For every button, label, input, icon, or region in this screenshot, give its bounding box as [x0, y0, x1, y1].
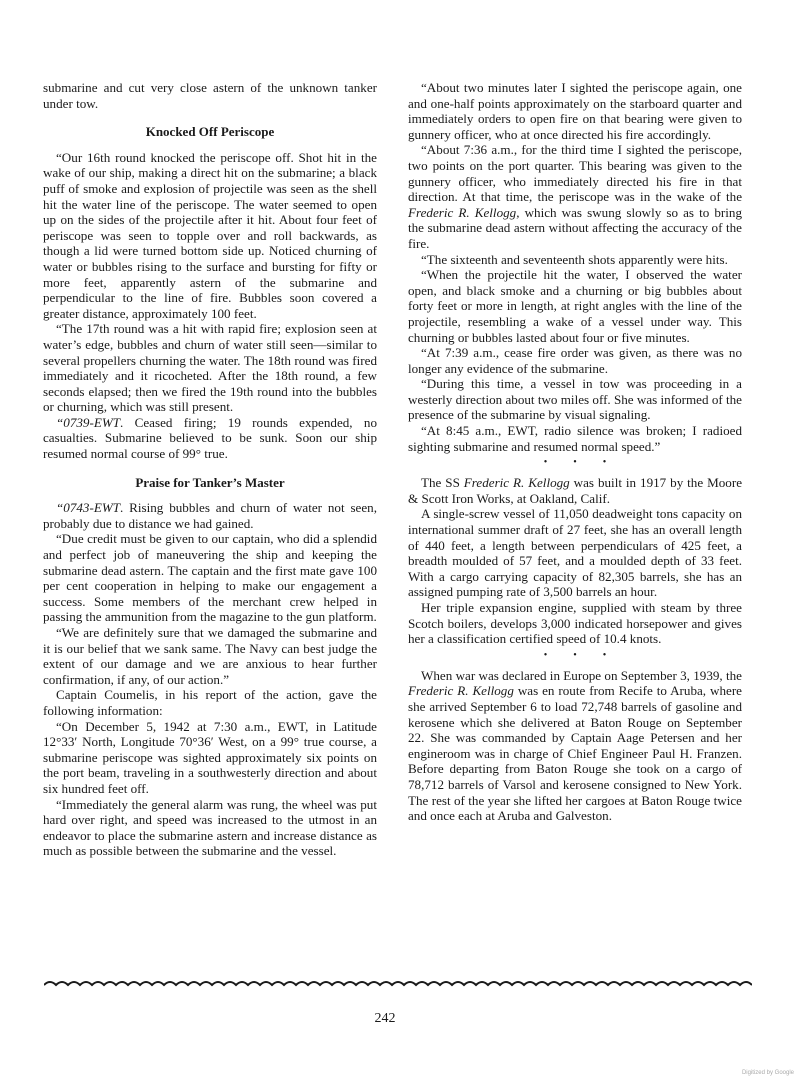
ship-name: Frederic R. Kellogg — [408, 683, 514, 699]
paragraph: Her triple expansion engine, supplied with steam by three Scotch boilers, develops 3,000 indicated horsepower and gives her a classification certified speed of 10.4 knots. — [408, 600, 742, 647]
paragraph: “During this time, a vessel in tow was proceeding in a westerly direction about two miles off. She was informed of the presence of the submarine by visual signaling. — [408, 376, 742, 423]
section-separator: ••• — [543, 649, 633, 661]
paragraph-text: When war was declared in Europe on September 3, 1939, the — [421, 667, 742, 683]
paragraph-text: was en route from Recife to Aruba, where she arrived September 6 to load 72,748 barrels of gasoline and kerosene which she delivered at Baton Rouge on September 22. She was commanded by Captain Aage Petersen and her engineroom was in charge of Chief Engineer Paul H. Franzen. Before departing from Baton Rouge she took on a cargo of 78,712 barrels of Varsol and kerosene consigned to New York. The rest of the year she lifted her cargoes at Baton Rouge twice and once each at Aruba and Galveston. — [408, 683, 742, 824]
section-heading-praise-for-tankers-master: Praise for Tanker’s Master — [135, 474, 285, 490]
wavy-rule-divider — [44, 978, 752, 992]
paragraph: “Immediately the general alarm was rung, the wheel was put hard over right, and speed was increased to the utmost in an endeavor to place the submarine astern and increase distance as much as possible between the submarine and the vessel. — [43, 796, 377, 859]
section-separator: ••• — [543, 457, 633, 469]
paragraph-text: The SS — [421, 475, 464, 491]
digitized-watermark: Digitized by Google — [741, 1070, 794, 1076]
log-time: “0743-EWT — [56, 500, 121, 516]
paragraph: “On December 5, 1942 at 7:30 a.m., EWT, in Latitude 12°33′ North, Longitude 70°36′ West, on a 99° true course, a submarine periscope was sighted approximately six points on the port beam, traveling in a southwesterly direction and about six hundred feet off. — [43, 718, 377, 796]
paragraph: “At 8:45 a.m., EWT, radio silence was broken; I radioed sighting submarine and resumed normal speed.” — [408, 423, 742, 454]
paragraph: A single-screw vessel of 11,050 deadweight tons capacity on international summer draft of 27 feet, she has an overall length of 440 feet, a length between perpendiculars of 425 feet, a breadth moulded of 57 feet, and a moulded depth of 33 feet. With a cargo carrying capacity of 82,305 barrels, she has an assigned pumping rate of 3,500 barrels an hour. — [408, 506, 742, 600]
paragraph: “Our 16th round knocked the periscope off. Shot hit in the wake of our ship, making a direct hit on the submarine; a black puff of smoke and explosion of projectile was seen as the shell hit the water line of the periscope. The water seemed to open up on the sides of the projectile after it hit. About four feet of periscope was seen to topple over and roll backwards, as though a lid were turned bottom side up. Noticed churning of water or bubbles rising to the surface and bursting for fifty or more feet, apparently astern of the submarine and perpendicular to the line of fire. Bubbles soon covered a greater distance, approximately 100 feet. — [43, 149, 377, 321]
paragraph-text: which was swung slowly so as to bring the submarine dead astern without affecting the accuracy of the fire. — [408, 204, 742, 251]
paragraph-text: “About 7:36 a.m., for the third time I sighted the periscope, two points on the port quarter. This bearing was given to the gunnery officer, who immediately directed his fire in that direction. At that time, the periscope was in the wake of the — [408, 142, 742, 205]
paragraph: “We are definitely sure that we damaged the submarine and it is our belief that we sank same. The Navy can best judge the extent of our damage and we are anxious to hear further confirmation, if any, of our action.” — [43, 625, 377, 687]
ship-name: Frederic R. Kellogg, — [408, 204, 520, 220]
paragraph — [408, 475, 742, 506]
paragraph-text: . Rising bubbles and churn of water not seen, probably due to distance we had gained. — [43, 500, 377, 531]
paragraph: “Due credit must be given to our captain, who did a splendid and perfect job of maneuvering the ship and keeping the submarine dead astern. The captain and the first mate gave 100 per cent cooperation in helping to make our engagement a success. Some members of the merchant crew helped in passing the ammunition from the magazine to the gun platform. — [43, 531, 377, 625]
paragraph — [43, 500, 377, 531]
paragraph: “About two minutes later I sighted the periscope again, one and one-half points approximately on the starboard quarter and immediately orders to open fire on that bearing were given to gunnery officer, who at once directed his fire accordingly. — [408, 80, 742, 142]
page-number: 242 — [374, 1011, 396, 1026]
log-time: “0739-EWT — [56, 414, 121, 430]
paragraph: submarine and cut very close astern of the unknown tanker under tow. — [43, 80, 377, 111]
paragraph-text: . Ceased firing; 19 rounds expended, no casualties. Submarine believed to be sunk. Soon our ship resumed normal course of 99° true. — [43, 414, 377, 462]
paragraph — [43, 415, 377, 462]
paragraph: “The sixteenth and seventeenth shots apparently were hits. — [421, 251, 728, 267]
paragraph: “At 7:39 a.m., cease fire order was given, as there was no longer any evidence of the submarine. — [408, 345, 742, 376]
right-column — [408, 80, 742, 824]
section-heading-knocked-off-periscope: Knocked Off Periscope — [145, 124, 275, 140]
paragraph-text: was built in 1917 by the Moore & Scott Iron Works, at Oakland, Calif. — [408, 475, 743, 506]
ship-name: Frederic R. Kellogg — [463, 475, 570, 491]
paragraph: “When the projectile hit the water, I observed the water open, and black smoke and a churning or big bubbles about forty feet or more in length, at right angles with the line of the projectile, resembling a wake of a vessel under way. This churning or bubbles lasted about four or five minutes. — [408, 267, 742, 345]
paragraph: Captain Coumelis, in his report of the action, gave the following information: — [43, 687, 377, 718]
paragraph — [408, 142, 742, 251]
left-column — [43, 80, 377, 859]
paragraph — [408, 668, 742, 824]
paragraph: “The 17th round was a hit with rapid fire; explosion seen at water’s edge, bubbles and churn of water still seen—similar to several propellers churning the water. The 18th round was fired immediately and it ricocheted. After the 18th round, a few seconds elapsed; then we fired the 19th round into the bubbles or churning, which was still present. — [43, 321, 377, 415]
